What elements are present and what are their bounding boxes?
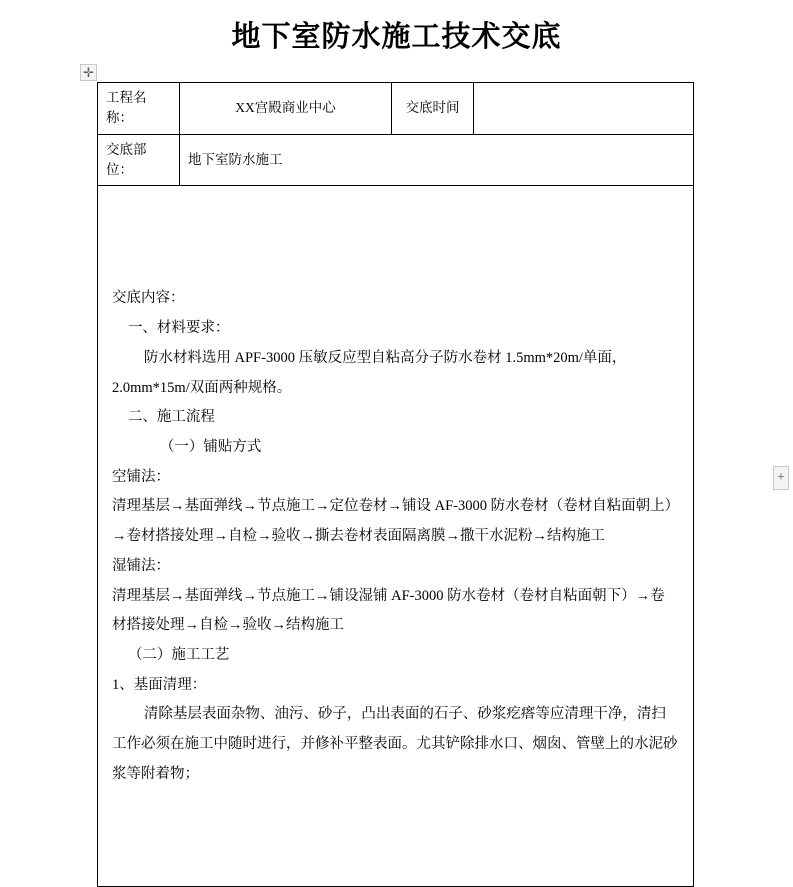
- content-line: 清理基层→基面弹线→节点施工→定位卷材→铺设 AF-3000 防水卷材（卷材自粘面朝上）→卷材搭接处理→自检→验收→撕去卷材表面隔离膜→撒干水泥粉→结构施工: [112, 498, 672, 545]
- disclosure-part-value-cell[interactable]: [180, 134, 694, 186]
- disclosure-time-label: 交底时间: [405, 100, 460, 116]
- technical-disclosure-table: [97, 82, 694, 887]
- disclosure-part-value: 地下室防水施工: [188, 151, 283, 167]
- page-title: 地下室防水施工技术交底: [231, 21, 562, 53]
- content-line: 空铺法：: [112, 468, 170, 485]
- content-line: 防水材料选用 APF-3000 压敏反应型自粘高分子防水卷材 1.5mm*20m/单面，2.0mm*15m/双面两种规格。: [112, 349, 627, 396]
- content-header: 交底内容：: [112, 290, 185, 307]
- expand-plus-icon[interactable]: +: [773, 466, 789, 490]
- table-row: [98, 186, 694, 887]
- content-line: 清理基层→基面弹线→节点施工→铺设湿铺 AF-3000 防水卷材（卷材自粘面朝下）→卷材搭接处理→自检→验收→结构施工: [112, 587, 665, 634]
- content-line: （一）铺贴方式: [159, 438, 262, 455]
- project-name-value: XX宫殿商业中心: [235, 100, 336, 116]
- content-line: 清除基层表面杂物、油污、砂子，凸出表面的石子、砂浆疙瘩等应清理干净，清扫工作必须在施工中随时进行，并修补平整表面。尤其铲除排水口、烟囱、管壁上的水泥砂浆等附着物；: [112, 706, 678, 782]
- disclosure-time-value-cell[interactable]: [474, 83, 694, 135]
- disclosure-time-label-cell: [392, 83, 474, 135]
- project-name-label-cell: [98, 83, 180, 135]
- content-line: 一、材料要求：: [127, 320, 230, 337]
- content-line: 二、施工流程: [127, 409, 215, 426]
- content-line: 湿铺法：: [112, 557, 170, 574]
- disclosure-content: [98, 272, 693, 799]
- disclosure-part-label: 交底部位：: [106, 141, 147, 177]
- table-row: [98, 134, 694, 186]
- project-name-label: 工程名称：: [106, 90, 147, 126]
- disclosure-content-cell[interactable]: [98, 186, 694, 887]
- disclosure-time-value: [474, 103, 693, 113]
- project-name-value-cell[interactable]: [180, 83, 392, 135]
- content-line: （二）施工工艺: [127, 647, 230, 664]
- content-line: 1、基面清理：: [112, 676, 207, 693]
- disclosure-part-label-cell: [98, 134, 180, 186]
- table-row: [98, 83, 694, 135]
- move-cross-icon[interactable]: ✛: [80, 64, 97, 81]
